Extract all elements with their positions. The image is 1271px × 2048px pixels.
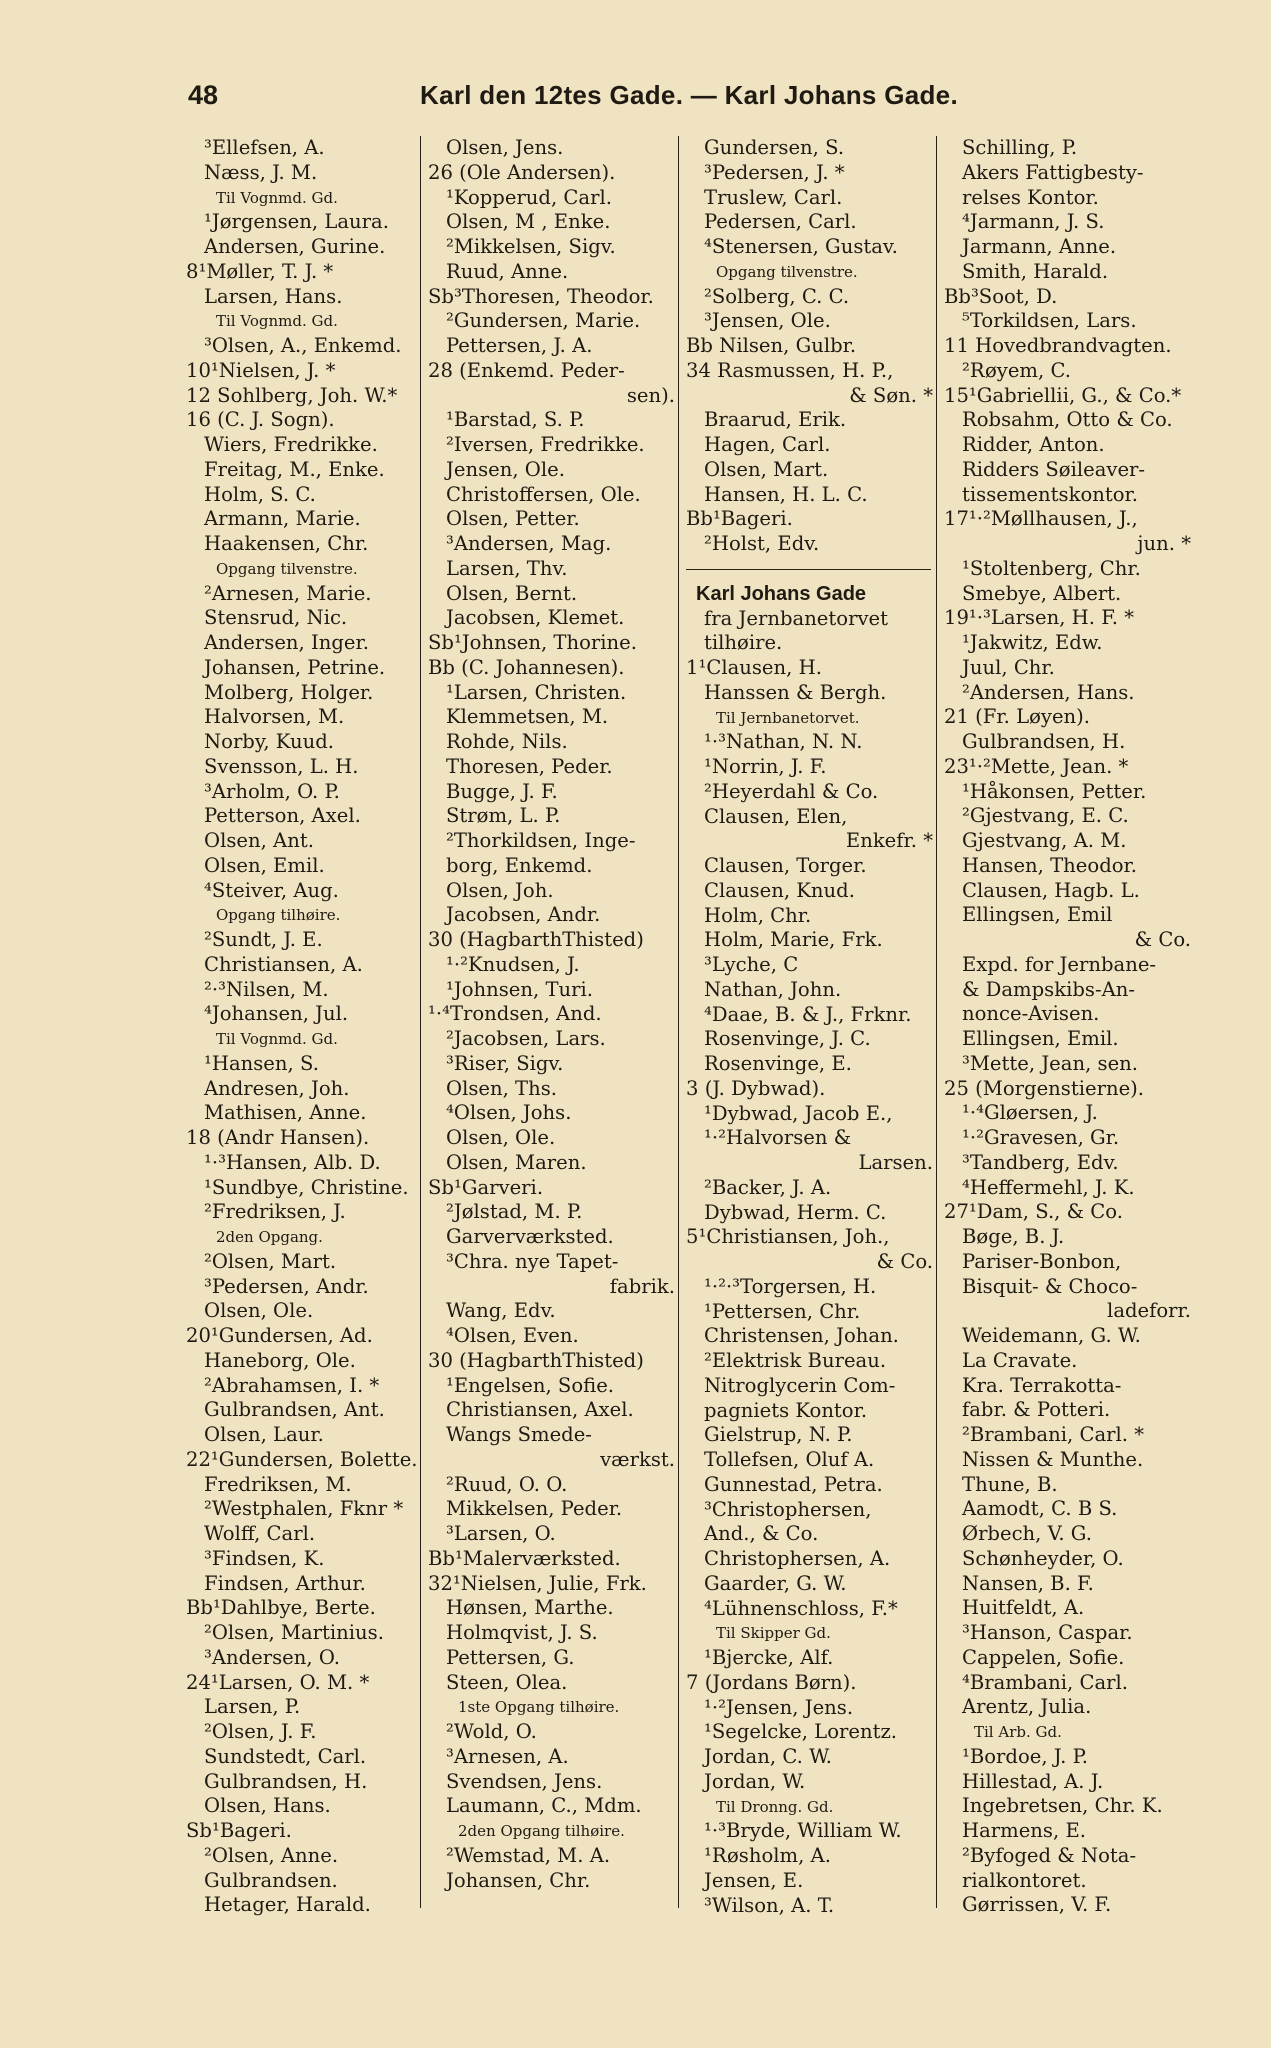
address-entry: 30 (HagbarthThisted) — [428, 1348, 644, 1372]
resident-entry: Strøm, L. P. — [446, 804, 561, 828]
address-entry: 5¹Christiansen, Joh., — [686, 1225, 890, 1249]
resident-entry: ⁴Johansen, Jul. — [204, 1002, 349, 1026]
resident-entry: Halvorsen, M. — [204, 705, 345, 729]
stair-label: 2den Opgang. — [216, 1228, 323, 1246]
entry-continuation: ladeforr. — [1107, 1299, 1191, 1323]
resident-entry: ³Lyche, C — [704, 953, 799, 976]
resident-entry: ²Olsen, Mart. — [204, 1249, 337, 1273]
stair-label: Opgang tilhøire. — [216, 906, 341, 925]
address-entry: Sb¹Johnsen, Thorine. — [428, 631, 637, 654]
address-entry: 16 (C. J. Sogn). — [186, 408, 335, 432]
resident-entry: Truslew, Carl. — [704, 185, 843, 209]
stair-label: Til Skipper Gd. — [716, 1624, 831, 1643]
resident-entry: Clausen, Elen, — [704, 804, 848, 828]
address-entry: 26 (Ole Andersen). — [428, 160, 616, 184]
resident-entry: Wangs Smede- — [446, 1423, 592, 1446]
resident-entry: ¹·³Nathan, N. N. — [704, 730, 863, 754]
address-entry: 21 (Fr. Løyen). — [944, 705, 1091, 729]
resident-entry: ³Jensen, Ole. — [704, 309, 831, 333]
address-entry: 15¹Gabriellii, G., & Co.* — [944, 383, 1182, 407]
resident-entry: ¹·²Jensen, Jens. — [704, 1695, 854, 1719]
resident-entry: Larsen, Hans. — [204, 284, 343, 308]
directory-column-4 — [944, 136, 1199, 1918]
resident-entry: Andersen, Gurine. — [204, 235, 386, 258]
resident-entry: Johansen, Chr. — [446, 1868, 591, 1892]
resident-entry: Jensen, E. — [704, 1868, 804, 1892]
resident-entry: Christensen, Johan. — [704, 1324, 899, 1348]
section-rule — [686, 557, 931, 570]
address-entry: 32¹Nielsen, Julie, Frk. — [428, 1571, 647, 1595]
resident-entry: ¹·³Hansen, Alb. D. — [204, 1150, 381, 1174]
resident-entry: Holm, Chr. — [704, 903, 812, 927]
resident-entry: ³Olsen, A., Enkemd. — [204, 334, 402, 357]
resident-entry: ³Arholm, O. P. — [204, 779, 340, 803]
resident-entry: ²Byfoged & Nota- — [962, 1843, 1137, 1867]
resident-entry: ⁴Steiver, Aug. — [204, 878, 339, 902]
entry-continuation: Enkefr. * — [845, 829, 933, 853]
resident-entry: Olsen, Petter. — [446, 507, 580, 531]
resident-entry: Pariser-Bonbon, — [962, 1249, 1122, 1273]
resident-entry: Fredriksen, M. — [204, 1472, 352, 1496]
entry-continuation: nonce-Avisen. — [962, 1002, 1100, 1026]
resident-entry: ¹Håkonsen, Petter. — [962, 779, 1147, 803]
resident-entry: ²Westphalen, Fknr * — [204, 1497, 404, 1521]
resident-entry: Christiansen, A. — [204, 952, 363, 976]
address-entry: 20¹Gundersen, Ad. — [186, 1324, 373, 1347]
resident-entry: ¹Dybwad, Jacob E., — [704, 1101, 893, 1125]
resident-entry: Clausen, Hagb. L. — [962, 878, 1140, 902]
entry-continuation: jun. * — [1137, 532, 1191, 555]
resident-entry: Gulbrandsen. — [204, 1868, 338, 1892]
resident-entry: Hansen, Theodor. — [962, 853, 1137, 877]
resident-entry: Nitroglycerin Com- — [704, 1373, 896, 1397]
resident-entry: Rosenvinge, J. C. — [704, 1027, 871, 1051]
resident-entry: Olsen, Laur. — [204, 1423, 324, 1446]
resident-entry: Petterson, Axel. — [204, 804, 361, 828]
resident-entry: ²Heyerdahl & Co. — [704, 779, 879, 803]
resident-entry: ¹Stoltenberg, Chr. — [962, 556, 1141, 580]
resident-entry: ⁴Olsen, Johs. — [446, 1101, 572, 1125]
resident-entry: Mathisen, Anne. — [204, 1101, 367, 1125]
resident-entry: ²·³Nilsen, M. — [204, 977, 329, 1001]
resident-entry: ¹Jørgensen, Laura. — [204, 210, 389, 234]
resident-entry: Holm, S. C. — [204, 482, 316, 506]
resident-entry: ¹Kopperud, Carl. — [446, 185, 612, 209]
resident-entry: La Cravate. — [962, 1348, 1078, 1372]
resident-entry: Olsen, Ole. — [204, 1299, 314, 1323]
resident-entry: Juul, Chr. — [962, 655, 1055, 679]
resident-entry: ²Mikkelsen, Sigv. — [446, 235, 616, 258]
resident-entry: ³Mette, Jean, sen. — [962, 1051, 1139, 1075]
resident-entry: Braarud, Erik. — [704, 408, 847, 432]
column-divider — [678, 136, 679, 1908]
resident-entry: Rosenvinge, E. — [704, 1052, 852, 1075]
resident-entry: ⁴Heffermehl, J. K. — [962, 1175, 1135, 1199]
resident-entry: ²Fredriksen, J. — [204, 1200, 346, 1224]
resident-entry: Gulbrandsen, H. — [204, 1769, 368, 1793]
resident-entry: Svensson, L. H. — [204, 754, 359, 778]
resident-entry: Jacobsen, Klemet. — [446, 606, 625, 630]
address-entry: 23¹·²Mette, Jean. * — [944, 754, 1129, 778]
resident-entry: Jensen, Ole. — [446, 457, 565, 481]
resident-entry: Gulbrandsen, Ant. — [204, 1398, 385, 1422]
address-entry: 3 (J. Dybwad). — [686, 1076, 826, 1100]
resident-entry: ²Elektrisk Bureau. — [704, 1349, 887, 1372]
resident-entry: Gaarder, G. W. — [704, 1571, 847, 1595]
resident-entry: Gielstrup, N. P. — [704, 1423, 853, 1447]
resident-entry: Steen, Olea. — [446, 1670, 568, 1694]
page-number: 48 — [188, 80, 219, 110]
resident-entry: ²Brambani, Carl. * — [962, 1423, 1145, 1446]
resident-entry: & Dampskibs-An- — [962, 977, 1135, 1001]
entry-continuation: fabrik. — [609, 1274, 675, 1298]
resident-entry: Jordan, C. W. — [704, 1745, 833, 1768]
resident-entry: Olsen, Ant. — [204, 829, 314, 852]
resident-entry: ²Sundt, J. E. — [204, 928, 323, 951]
resident-entry: ¹Pettersen, Chr. — [704, 1299, 861, 1323]
address-entry: 28 (Enkemd. Peder- — [428, 358, 625, 382]
address-entry: Bb (C. Johannesen). — [428, 655, 625, 679]
address-entry: 19¹·³Larsen, H. F. * — [944, 606, 1134, 630]
resident-entry: Ingebretsen, Chr. K. — [962, 1794, 1163, 1818]
resident-entry: Gørrissen, V. F. — [962, 1893, 1112, 1917]
resident-entry: ²Thorkildsen, Inge- — [446, 829, 636, 852]
resident-entry: Ellingsen, Emil. — [962, 1027, 1119, 1050]
resident-entry: Norby, Kuud. — [204, 730, 334, 753]
resident-entry: ²Solberg, C. C. — [704, 284, 850, 308]
resident-entry: ³Ellefsen, A. — [204, 136, 325, 159]
stair-label: Til Dronng. Gd. — [716, 1797, 834, 1816]
resident-entry: ⁴Jarmann, J. S. — [962, 210, 1105, 234]
resident-entry: ²Holst, Edv. — [704, 532, 820, 555]
resident-entry: Gulbrandsen, H. — [962, 730, 1126, 753]
resident-entry: Findsen, Arthur. — [204, 1571, 366, 1595]
stair-label: Til Vognmd. Gd. — [216, 1030, 338, 1048]
resident-entry: Christiansen, Axel. — [446, 1398, 634, 1422]
resident-entry: Harmens, E. — [962, 1819, 1086, 1842]
resident-entry: ¹Bjercke, Alf. — [704, 1646, 834, 1669]
resident-entry: Ridders Søileaver- — [962, 457, 1146, 481]
resident-entry: ²Jølstad, M. P. — [446, 1200, 583, 1224]
resident-entry: ²Iversen, Fredrikke. — [446, 433, 645, 456]
resident-entry: ⁴Olsen, Even. — [446, 1324, 579, 1347]
address-entry: ¹·⁴Trondsen, And. — [428, 1002, 602, 1026]
entry-continuation: tilhøire. — [704, 631, 783, 655]
resident-entry: Expd. for Jernbane- — [962, 952, 1157, 976]
resident-entry: Sundstedt, Carl. — [204, 1744, 367, 1768]
resident-entry: Haakensen, Chr. — [204, 532, 369, 555]
resident-entry: ³Findsen, K. — [204, 1546, 325, 1570]
resident-entry: Hønsen, Marthe. — [446, 1596, 614, 1620]
address-entry: 7 (Jordans Børn). — [686, 1670, 857, 1694]
page-header — [0, 78, 1271, 118]
resident-entry: Olsen, Emil. — [204, 853, 325, 877]
resident-entry: Garverværksted. — [446, 1225, 614, 1248]
entry-continuation: tissementskontor. — [962, 482, 1138, 506]
resident-entry: ²Andersen, Hans. — [962, 680, 1135, 704]
resident-entry: Nathan, John. — [704, 977, 842, 1001]
resident-entry: Hillestad, A. J. — [962, 1769, 1104, 1793]
resident-entry: ³Wilson, A. T. — [704, 1893, 835, 1917]
resident-entry: Hagen, Carl. — [704, 433, 831, 456]
address-entry: Bb³Soot, D. — [944, 284, 1058, 308]
resident-entry: Rohde, Nils. — [446, 730, 568, 753]
resident-entry: ¹Barstad, S. P. — [446, 408, 585, 432]
running-title: Karl den 12tes Gade. — Karl Johans Gade. — [420, 80, 958, 110]
resident-entry: ²Abrahamsen, I. * — [204, 1373, 380, 1397]
resident-entry: ¹·³Bryde, William W. — [704, 1819, 902, 1843]
column-divider — [420, 136, 421, 1908]
resident-entry: Olsen, Hans. — [204, 1794, 331, 1818]
entry-continuation: And., & Co. — [704, 1522, 819, 1546]
resident-entry: Gundersen, S. — [704, 136, 845, 159]
resident-entry: ³Hanson, Caspar. — [962, 1621, 1133, 1644]
resident-entry: ²Gundersen, Marie. — [446, 309, 641, 333]
address-entry: 10¹Nielsen, J. * — [186, 358, 336, 382]
resident-entry: ¹·²Halvorsen & — [704, 1126, 852, 1150]
entry-continuation: fra Jernbanetorvet — [704, 606, 888, 630]
resident-entry: ¹Engelsen, Sofie. — [446, 1373, 615, 1397]
resident-entry: Clausen, Torger. — [704, 854, 867, 877]
address-entry: Sb¹Bageri. — [186, 1819, 292, 1842]
address-entry: 24¹Larsen, O. M. * — [186, 1670, 370, 1694]
resident-entry: Clausen, Knud. — [704, 878, 855, 902]
resident-entry: Tollefsen, Oluf A. — [704, 1448, 875, 1471]
resident-entry: Christoffersen, Ole. — [446, 482, 641, 506]
resident-entry: Bugge, J. F. — [446, 779, 558, 803]
address-entry: Sb³Thoresen, Theodor. — [428, 284, 654, 308]
address-entry: 11 Hovedbrandvagten. — [944, 334, 1172, 357]
resident-entry: ¹Segelcke, Lorentz. — [704, 1720, 897, 1744]
resident-entry: Larsen, P. — [204, 1695, 301, 1719]
resident-entry: ⁵Torkildsen, Lars. — [962, 309, 1137, 333]
entry-continuation: fabr. & Potteri. — [962, 1398, 1111, 1422]
resident-entry: ¹Røsholm, A. — [704, 1844, 831, 1867]
resident-entry: ²Olsen, Anne. — [204, 1843, 339, 1867]
address-entry: Sb¹Garveri. — [428, 1175, 544, 1199]
resident-entry: Stensrud, Nic. — [204, 606, 348, 630]
resident-entry: pagniets Kontor. — [704, 1398, 868, 1422]
resident-entry: Smebye, Albert. — [962, 581, 1122, 605]
entry-continuation: & Co. — [876, 1250, 933, 1273]
address-entry: 22¹Gundersen, Bolette. — [186, 1447, 418, 1471]
resident-entry: Weidemann, G. W. — [962, 1324, 1141, 1347]
resident-entry: Schønheyder, O. — [962, 1546, 1124, 1570]
entry-continuation: værkst. — [600, 1447, 675, 1471]
resident-entry: Molberg, Holger. — [204, 680, 374, 704]
resident-entry: Ellingsen, Emil — [962, 903, 1113, 927]
directory-column-1 — [186, 136, 441, 1918]
resident-entry: Holm, Marie, Frk. — [704, 928, 883, 952]
resident-entry: ³Pedersen, Andr. — [204, 1274, 369, 1298]
resident-entry: ²Ruud, O. O. — [446, 1472, 568, 1496]
resident-entry: ¹Larsen, Christen. — [446, 680, 627, 704]
resident-entry: Akers Fattigbesty- — [962, 160, 1144, 184]
resident-entry: Svendsen, Jens. — [446, 1769, 603, 1793]
stair-label: Til Jernbanetorvet. — [716, 708, 860, 727]
resident-entry: Bisquit- & Choco- — [962, 1274, 1138, 1298]
resident-entry: Jacobsen, Andr. — [446, 903, 601, 927]
resident-entry: Armann, Marie. — [204, 507, 361, 531]
resident-entry: ¹Jakwitz, Edw. — [962, 631, 1103, 654]
resident-entry: Olsen, Maren. — [446, 1150, 587, 1174]
address-entry: 12 Sohlberg, Joh. W.* — [186, 383, 398, 407]
address-entry: 30 (HagbarthThisted) — [428, 928, 644, 951]
entry-continuation: sen). — [626, 383, 675, 407]
address-entry: Bb¹Bageri. — [686, 507, 793, 531]
address-entry: 18 (Andr Hansen). — [186, 1126, 370, 1149]
entry-continuation: borg, Enkemd. — [446, 853, 593, 877]
resident-entry: Jordan, W. — [704, 1769, 806, 1793]
resident-entry: Hansen, H. L. C. — [704, 482, 868, 506]
resident-entry: Andersen, Inger. — [204, 631, 369, 654]
resident-entry: ¹Sundbye, Christine. — [204, 1175, 409, 1199]
resident-entry: Huitfeldt, A. — [962, 1596, 1085, 1620]
resident-entry: ²Wold, O. — [446, 1720, 537, 1743]
resident-entry: Nissen & Munthe. — [962, 1447, 1144, 1471]
entry-continuation: relses Kontor. — [962, 185, 1099, 209]
resident-entry: Nansen, B. F. — [962, 1571, 1094, 1595]
resident-entry: Aamodt, C. B S. — [962, 1497, 1118, 1521]
resident-entry: Olsen, Bernt. — [446, 581, 578, 605]
resident-entry: ³Tandberg, Edv. — [962, 1150, 1119, 1174]
resident-entry: ¹Bordoe, J. P. — [962, 1744, 1089, 1768]
resident-entry: Olsen, Mart. — [704, 457, 829, 481]
resident-entry: Schilling, P. — [962, 136, 1078, 159]
resident-entry: ³Arnesen, A. — [446, 1744, 569, 1768]
address-entry: 8¹Møller, T. J. * — [186, 259, 334, 283]
resident-entry: Pedersen, Carl. — [704, 210, 857, 234]
resident-entry: ³Christophersen, — [704, 1497, 872, 1521]
resident-entry: Bøge, B. J. — [962, 1225, 1065, 1248]
resident-entry: ²Arnesen, Marie. — [204, 581, 372, 605]
resident-entry: Ruud, Anne. — [446, 259, 569, 283]
resident-entry: Thoresen, Peder. — [446, 754, 613, 778]
resident-entry: ⁴Daae, B. & J., Frknr. — [704, 1002, 912, 1026]
stair-label: 1ste Opgang tilhøire. — [458, 1698, 620, 1717]
street-heading: Karl Johans Gade — [696, 582, 867, 605]
resident-entry: Andresen, Joh. — [204, 1076, 350, 1100]
resident-entry: Kra. Terrakotta- — [962, 1373, 1122, 1397]
resident-entry: ³Pedersen, J. * — [704, 160, 845, 184]
stair-label: 2den Opgang tilhøire. — [458, 1822, 625, 1840]
resident-entry: Wiers, Fredrikke. — [204, 433, 378, 456]
resident-entry: Dybwad, Herm. C. — [704, 1200, 887, 1224]
resident-entry: ³Andersen, O. — [204, 1645, 340, 1669]
resident-entry: Næss, J. M. — [204, 160, 318, 184]
resident-entry: Johansen, Petrine. — [204, 655, 386, 679]
resident-entry: ³Riser, Sigv. — [446, 1051, 564, 1075]
stair-label: Til Arb. Gd. — [974, 1723, 1062, 1741]
resident-entry: Olsen, Ths. — [446, 1076, 558, 1100]
resident-entry: Jarmann, Anne. — [962, 235, 1117, 258]
resident-entry: ¹·²Knudsen, J. — [446, 952, 580, 976]
address-entry: 17¹·²Møllhausen, J., — [944, 507, 1138, 531]
resident-entry: ⁴Stenersen, Gustav. — [704, 235, 898, 258]
resident-entry: Olsen, Joh. — [446, 878, 554, 902]
directory-column-3 — [686, 136, 941, 1918]
resident-entry: ¹Hansen, S. — [204, 1051, 319, 1075]
stair-label: Opgang tilvenstre. — [216, 559, 358, 578]
stair-label: Opgang tilvenstre. — [716, 262, 858, 281]
address-entry: 25 (Morgenstierne). — [944, 1076, 1145, 1100]
address-entry: 27¹Dam, S., & Co. — [944, 1200, 1123, 1224]
resident-entry: Pettersen, J. A. — [446, 334, 593, 357]
stair-label: Til Vognmd. Gd. — [216, 188, 338, 207]
resident-entry: Ridder, Anton. — [962, 433, 1105, 456]
resident-entry: ²Gjestvang, E. C. — [962, 804, 1129, 828]
entry-continuation: & Co. — [1134, 928, 1191, 951]
resident-entry: ¹Norrin, J. F. — [704, 755, 827, 778]
stair-label: Til Vognmd. Gd. — [216, 312, 338, 331]
resident-entry: ³Chra. nye Tapet- — [446, 1249, 619, 1273]
resident-entry: ²Røyem, C. — [962, 358, 1071, 382]
resident-entry: ⁴Brambani, Carl. — [962, 1670, 1128, 1694]
address-entry: 34 Rasmussen, H. P., — [686, 358, 894, 382]
resident-entry: Hanssen & Bergh. — [704, 680, 887, 704]
resident-entry: Olsen, Jens. — [446, 136, 564, 159]
resident-entry: Haneborg, Ole. — [204, 1348, 356, 1372]
resident-entry: Pettersen, G. — [446, 1645, 575, 1669]
resident-entry: ²Olsen, J. F. — [204, 1720, 317, 1743]
resident-entry: Ørbech, V. G. — [962, 1522, 1092, 1545]
resident-entry: ²Backer, J. A. — [704, 1175, 832, 1199]
resident-entry: Gjestvang, A. M. — [962, 829, 1127, 852]
resident-entry: ¹·²·³Torgersen, H. — [704, 1274, 877, 1298]
resident-entry: Olsen, Ole. — [446, 1126, 556, 1149]
resident-entry: ³Andersen, Mag. — [446, 532, 612, 555]
resident-entry: Holmqvist, J. S. — [446, 1621, 598, 1644]
resident-entry: Smith, Harald. — [962, 259, 1109, 283]
entry-continuation: rialkontoret. — [962, 1868, 1087, 1892]
resident-entry: ⁴Lühnenschloss, F.* — [704, 1596, 898, 1620]
resident-entry: ³Larsen, O. — [446, 1522, 556, 1545]
resident-entry: Wang, Edv. — [446, 1299, 556, 1323]
resident-entry: Wolff, Carl. — [204, 1522, 316, 1545]
resident-entry: ¹·⁴Gløersen, J. — [962, 1101, 1098, 1125]
address-entry: Bb Nilsen, Gulbr. — [686, 334, 857, 357]
entry-continuation: Larsen. — [858, 1151, 933, 1174]
resident-entry: Thune, B. — [962, 1472, 1058, 1496]
resident-entry: Olsen, M , Enke. — [446, 210, 611, 234]
resident-entry: ²Jacobsen, Lars. — [446, 1027, 606, 1050]
resident-entry: Hetager, Harald. — [204, 1893, 371, 1917]
resident-entry: ¹Johnsen, Turi. — [446, 977, 594, 1001]
address-entry: Bb¹Dahlbye, Berte. — [186, 1596, 376, 1620]
entry-continuation: & Søn. * — [849, 383, 933, 407]
resident-entry: ²Wemstad, M. A. — [446, 1843, 611, 1867]
resident-entry: Laumann, C., Mdm. — [446, 1794, 642, 1818]
resident-entry: Freitag, M., Enke. — [204, 457, 385, 481]
resident-entry: Christophersen, A. — [704, 1547, 891, 1570]
resident-entry: Arentz, Julia. — [962, 1695, 1092, 1719]
directory-column-2 — [428, 136, 683, 1893]
address-entry: 1¹Clausen, H. — [686, 656, 822, 679]
address-entry: Bb¹Malerværksted. — [428, 1546, 621, 1570]
resident-entry: ¹·²Gravesen, Gr. — [962, 1126, 1120, 1149]
resident-entry: Larsen, Thv. — [446, 556, 568, 580]
resident-entry: ²Olsen, Martinius. — [204, 1621, 384, 1644]
resident-entry: Gunnestad, Petra. — [704, 1472, 883, 1496]
resident-entry: Robsahm, Otto & Co. — [962, 408, 1173, 432]
resident-entry: Cappelen, Sofie. — [962, 1645, 1125, 1669]
column-divider — [936, 136, 937, 1908]
resident-entry: Mikkelsen, Peder. — [446, 1497, 623, 1521]
resident-entry: Klemmetsen, M. — [446, 705, 609, 729]
